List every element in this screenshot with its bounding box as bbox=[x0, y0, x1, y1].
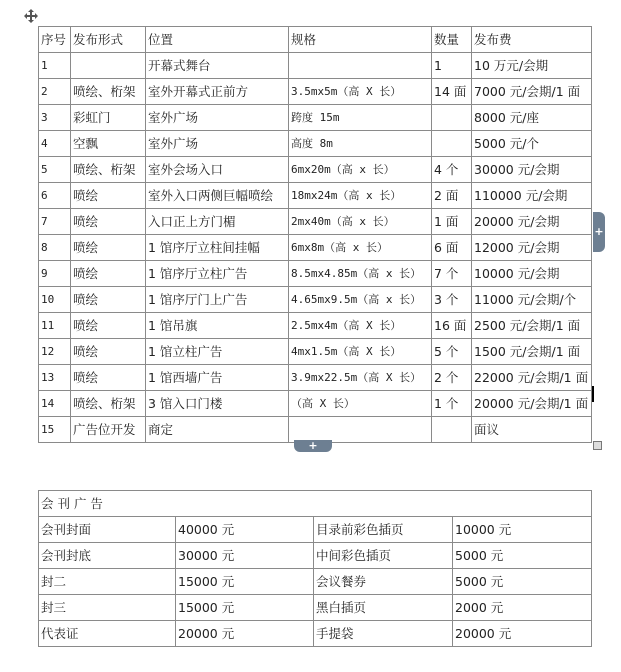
table-cell[interactable]: 2 个 bbox=[432, 365, 472, 391]
table-cell[interactable]: 10000 元 bbox=[453, 517, 592, 543]
table-cell[interactable]: 空飘 bbox=[71, 131, 146, 157]
table-cell[interactable]: 1 馆序厅门上广告 bbox=[146, 287, 289, 313]
table-row bbox=[39, 131, 592, 157]
table-cell[interactable]: 1500 元/会期/1 面 bbox=[472, 339, 592, 365]
table-row bbox=[39, 517, 592, 543]
table-cell[interactable]: 30000 元 bbox=[176, 543, 314, 569]
table-cell[interactable]: 目录前彩色插页 bbox=[314, 517, 453, 543]
table-cell[interactable]: 10000 元/会期 bbox=[472, 261, 592, 287]
journal-ad-table-body bbox=[39, 491, 592, 647]
table-cell[interactable]: 封二 bbox=[39, 569, 176, 595]
table-move-handle-icon[interactable] bbox=[24, 9, 38, 23]
table-cell[interactable]: 1 bbox=[39, 53, 71, 79]
table-cell[interactable]: 3 个 bbox=[432, 287, 472, 313]
table-cell[interactable]: 5000 元 bbox=[453, 543, 592, 569]
table-cell[interactable]: 2500 元/会期/1 面 bbox=[472, 313, 592, 339]
table-cell[interactable]: 彩虹门 bbox=[71, 105, 146, 131]
table-cell[interactable]: 商定 bbox=[146, 417, 289, 443]
ad-placement-table bbox=[38, 26, 592, 443]
table-cell[interactable]: 喷绘、桁架 bbox=[71, 391, 146, 417]
journal-ad-table bbox=[38, 490, 592, 647]
table-cell[interactable]: 30000 元/会期 bbox=[472, 157, 592, 183]
table-cell[interactable]: 20000 元/会期 bbox=[472, 209, 592, 235]
table-cell[interactable]: 13 bbox=[39, 365, 71, 391]
table-cell[interactable]: 手提袋 bbox=[314, 621, 453, 647]
table-cell[interactable]: 代表证 bbox=[39, 621, 176, 647]
ad-placement-table-body bbox=[39, 27, 592, 443]
table-row bbox=[39, 157, 592, 183]
table-cell[interactable]: 1 个 bbox=[432, 391, 472, 417]
table-cell[interactable]: 8000 元/座 bbox=[472, 105, 592, 131]
table-cell[interactable]: 20000 元 bbox=[453, 621, 592, 647]
table-cell[interactable]: 1 馆立柱广告 bbox=[146, 339, 289, 365]
table-resize-handle[interactable] bbox=[593, 441, 602, 450]
table-cell[interactable]: 3 bbox=[39, 105, 71, 131]
table-cell[interactable]: 3.9mx22.5m（高 X 长） bbox=[289, 365, 432, 391]
add-column-button[interactable]: + bbox=[593, 212, 605, 252]
table-cell[interactable]: 1 面 bbox=[432, 209, 472, 235]
journal-ad-title[interactable]: 会 刊 广 告 bbox=[39, 491, 592, 517]
table-cell[interactable]: 4 bbox=[39, 131, 71, 157]
table-cell[interactable]: 8 bbox=[39, 235, 71, 261]
table-cell[interactable]: 室外入口两侧巨幅喷绘 bbox=[146, 183, 289, 209]
table-cell[interactable]: 110000 元/会期 bbox=[472, 183, 592, 209]
table-cell[interactable] bbox=[71, 53, 146, 79]
table-cell[interactable]: 15 bbox=[39, 417, 71, 443]
table-cell[interactable]: 15000 元 bbox=[176, 595, 314, 621]
table-cell[interactable]: 面议 bbox=[472, 417, 592, 443]
table-row bbox=[39, 595, 592, 621]
table-cell[interactable]: 喷绘 bbox=[71, 209, 146, 235]
table-cell[interactable]: 2 面 bbox=[432, 183, 472, 209]
table-cell[interactable]: 喷绘 bbox=[71, 365, 146, 391]
table-cell[interactable]: 7 bbox=[39, 209, 71, 235]
table-row bbox=[39, 261, 592, 287]
table-cell[interactable]: 2 bbox=[39, 79, 71, 105]
table-cell[interactable]: 5000 元/个 bbox=[472, 131, 592, 157]
table-cell[interactable]: 1 馆西墙广告 bbox=[146, 365, 289, 391]
header-cell[interactable]: 发布费 bbox=[472, 27, 592, 53]
table-row bbox=[39, 105, 592, 131]
table-cell[interactable]: 3.5mx5m（高 X 长） bbox=[289, 79, 432, 105]
table-cell[interactable]: 20000 元 bbox=[176, 621, 314, 647]
table-cell[interactable]: 广告位开发 bbox=[71, 417, 146, 443]
table-cell[interactable]: 5 个 bbox=[432, 339, 472, 365]
table-row bbox=[39, 53, 592, 79]
table-cell[interactable]: （高 X 长） bbox=[289, 391, 432, 417]
table-cell[interactable]: 11 bbox=[39, 313, 71, 339]
table-cell[interactable]: 高度 8m bbox=[289, 131, 432, 157]
table-cell[interactable]: 5000 元 bbox=[453, 569, 592, 595]
table-cell[interactable]: 室外会场入口 bbox=[146, 157, 289, 183]
table-cell[interactable]: 4.65mx9.5m（高 x 长） bbox=[289, 287, 432, 313]
table-cell[interactable]: 黑白插页 bbox=[314, 595, 453, 621]
table-cell[interactable]: 14 面 bbox=[432, 79, 472, 105]
header-cell[interactable]: 序号 bbox=[39, 27, 71, 53]
table-row bbox=[39, 621, 592, 647]
table-cell[interactable]: 2mx40m（高 x 长） bbox=[289, 209, 432, 235]
table-cell[interactable]: 10 万元/会期 bbox=[472, 53, 592, 79]
table-cell[interactable]: 1 馆序厅立柱广告 bbox=[146, 261, 289, 287]
table-cell[interactable]: 3 馆入口门楼 bbox=[146, 391, 289, 417]
table-cell[interactable]: 5 bbox=[39, 157, 71, 183]
table-cell[interactable] bbox=[432, 131, 472, 157]
table-cell[interactable]: 喷绘 bbox=[71, 235, 146, 261]
table-cell[interactable]: 中间彩色插页 bbox=[314, 543, 453, 569]
table-cell[interactable]: 15000 元 bbox=[176, 569, 314, 595]
table-cell[interactable]: 8.5mx4.85m（高 x 长） bbox=[289, 261, 432, 287]
table-cell[interactable]: 12000 元/会期 bbox=[472, 235, 592, 261]
table-cell[interactable]: 会刊封底 bbox=[39, 543, 176, 569]
table-cell[interactable]: 10 bbox=[39, 287, 71, 313]
table-cell[interactable]: 会议餐券 bbox=[314, 569, 453, 595]
table-cell[interactable]: 40000 元 bbox=[176, 517, 314, 543]
table-row bbox=[39, 543, 592, 569]
table-cell[interactable] bbox=[432, 417, 472, 443]
table-row bbox=[39, 569, 592, 595]
table-cell[interactable]: 1 馆吊旗 bbox=[146, 313, 289, 339]
table-cell[interactable]: 2000 元 bbox=[453, 595, 592, 621]
table-cell[interactable]: 6 bbox=[39, 183, 71, 209]
table-cell[interactable]: 喷绘、桁架 bbox=[71, 157, 146, 183]
table-cell[interactable]: 7 个 bbox=[432, 261, 472, 287]
table-row bbox=[39, 391, 592, 417]
table-row bbox=[39, 287, 592, 313]
table-cell[interactable]: 室外广场 bbox=[146, 131, 289, 157]
table-cell[interactable]: 喷绘 bbox=[71, 339, 146, 365]
table-cell[interactable] bbox=[432, 105, 472, 131]
table-row bbox=[39, 313, 592, 339]
table-cell[interactable]: 喷绘 bbox=[71, 287, 146, 313]
table-cell[interactable]: 入口正上方门楣 bbox=[146, 209, 289, 235]
table-cell[interactable]: 4 个 bbox=[432, 157, 472, 183]
add-row-button[interactable]: + bbox=[294, 440, 332, 452]
table-header-row bbox=[39, 27, 592, 53]
table-cell[interactable]: 室外开幕式正前方 bbox=[146, 79, 289, 105]
table-cell[interactable]: 喷绘 bbox=[71, 183, 146, 209]
table-cell[interactable]: 室外广场 bbox=[146, 105, 289, 131]
table-cell[interactable]: 4mx1.5m（高 X 长） bbox=[289, 339, 432, 365]
table-row bbox=[39, 183, 592, 209]
table-cell[interactable]: 喷绘、桁架 bbox=[71, 79, 146, 105]
table-cell[interactable]: 6mx20m（高 x 长） bbox=[289, 157, 432, 183]
header-cell[interactable]: 数量 bbox=[432, 27, 472, 53]
table-cell[interactable]: 6mx8m（高 x 长） bbox=[289, 235, 432, 261]
table-cell[interactable]: 22000 元/会期/1 面 bbox=[472, 365, 592, 391]
table-row bbox=[39, 235, 592, 261]
table-cell[interactable]: 2.5mx4m（高 X 长） bbox=[289, 313, 432, 339]
header-cell[interactable]: 发布形式 bbox=[71, 27, 146, 53]
table-row bbox=[39, 209, 592, 235]
table-cell[interactable]: 14 bbox=[39, 391, 71, 417]
table-cell[interactable]: 6 面 bbox=[432, 235, 472, 261]
table-cell[interactable] bbox=[289, 53, 432, 79]
table-cell[interactable]: 18mx24m（高 x 长） bbox=[289, 183, 432, 209]
text-cursor bbox=[592, 386, 594, 402]
header-cell[interactable]: 规格 bbox=[289, 27, 432, 53]
table-cell[interactable]: 开幕式舞台 bbox=[146, 53, 289, 79]
table-cell[interactable]: 20000 元/会期/1 面 bbox=[472, 391, 592, 417]
table-cell[interactable]: 1 馆序厅立柱间挂幅 bbox=[146, 235, 289, 261]
table-row bbox=[39, 339, 592, 365]
header-cell[interactable]: 位置 bbox=[146, 27, 289, 53]
table-cell[interactable]: 9 bbox=[39, 261, 71, 287]
table-cell[interactable]: 会刊封面 bbox=[39, 517, 176, 543]
table-cell[interactable]: 喷绘 bbox=[71, 261, 146, 287]
table-cell[interactable]: 封三 bbox=[39, 595, 176, 621]
table-cell[interactable]: 11000 元/会期/个 bbox=[472, 287, 592, 313]
table-cell[interactable]: 喷绘 bbox=[71, 313, 146, 339]
table-row bbox=[39, 365, 592, 391]
table-cell[interactable]: 跨度 15m bbox=[289, 105, 432, 131]
table-cell[interactable]: 12 bbox=[39, 339, 71, 365]
table-title-row bbox=[39, 491, 592, 517]
table-row bbox=[39, 79, 592, 105]
table-cell[interactable]: 16 面 bbox=[432, 313, 472, 339]
table-cell[interactable]: 1 bbox=[432, 53, 472, 79]
table-cell[interactable]: 7000 元/会期/1 面 bbox=[472, 79, 592, 105]
